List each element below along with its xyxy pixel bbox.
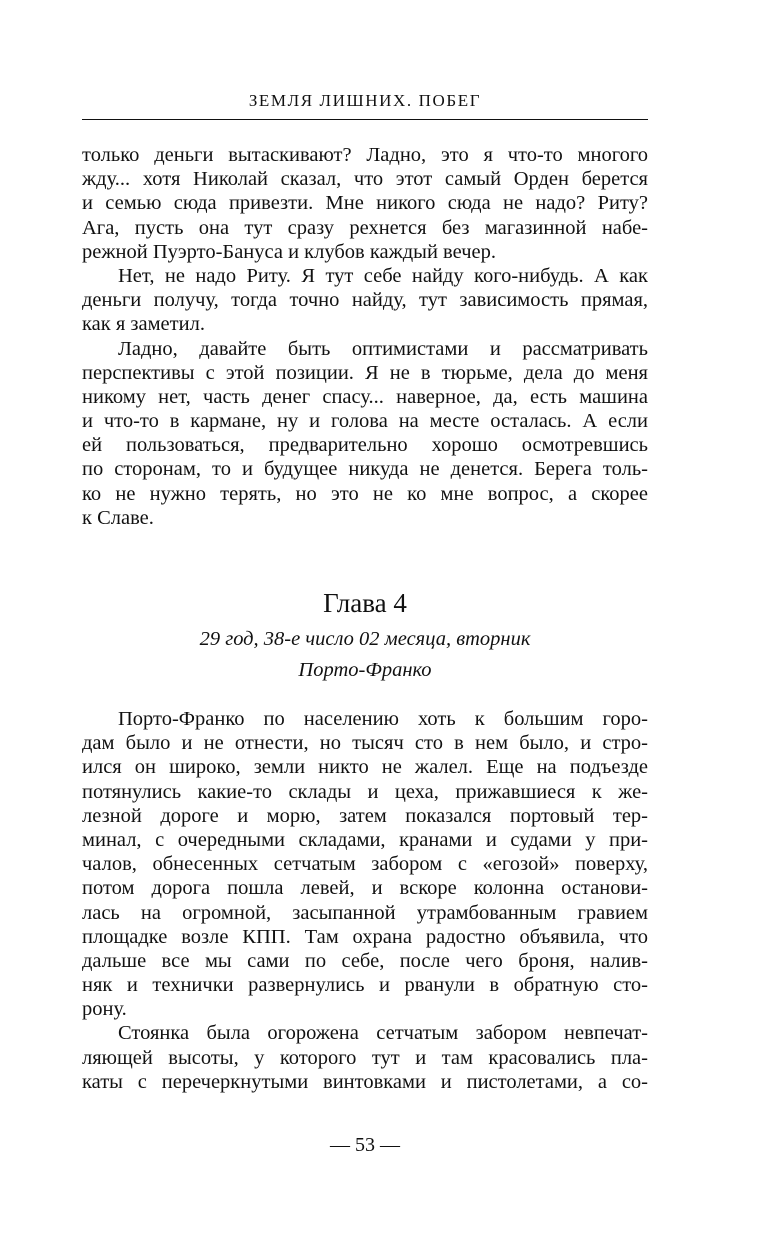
- text-line: площадке возле КПП. Там охрана радостно объявила, что: [82, 925, 648, 948]
- text-line: Стоянка была огорожена сетчатым забором невпечат-: [118, 1022, 648, 1045]
- text-line: Ага, пусть она тут сразу рехнется без магазинной набе-: [82, 216, 648, 239]
- text-line: ко не нужно терять, но это не ко мне вопрос, а скорее: [82, 482, 648, 505]
- text-line: дам было и не отнести, но тысяч сто в нем было, и стро-: [82, 732, 648, 755]
- book-page: [82, 0, 648, 1240]
- chapter-place: Порто-Франко: [298, 659, 432, 681]
- text-line: потянулись какие-то склады и цеха, прижавшиеся к же-: [82, 780, 648, 803]
- header-rule: [82, 119, 648, 120]
- text-line: минал, с очередными складами, кранами и судами у при-: [82, 828, 648, 851]
- text-line: ляющей высоты, у которого тут и там красовались пла-: [82, 1046, 648, 1069]
- text-line: Нет, не надо Риту. Я тут себе найду кого-нибудь. А как: [118, 264, 648, 287]
- text-line: жду... хотя Николай сказал, что этот самый Орден берется: [82, 168, 648, 191]
- text-block-1: [82, 143, 648, 530]
- text-line: и семью сюда привезти. Мне никого сюда не надо? Риту?: [82, 192, 648, 215]
- text-line: перспективы с этой позиции. Я не в тюрьме, дела до меня: [82, 361, 648, 384]
- text-line: лась на огромной, засыпанной утрамбованным гравием: [82, 901, 648, 924]
- text-line: Порто-Франко по населению хоть к большим горо-: [118, 708, 648, 730]
- text-line: каты с перечеркнутыми винтовками и пистолетами, а со-: [82, 1070, 648, 1093]
- text-line: никому нет, часть денег спасу... наверное, да, есть машина: [82, 385, 648, 408]
- chapter-date: 29 год, 38-е число 02 месяца, вторник: [199, 628, 531, 650]
- text-line: ился он широко, земли никто не жалел. Еще на подъезде: [82, 756, 648, 779]
- text-line: по сторонам, то и будущее никуда не денется. Берега толь-: [82, 458, 648, 481]
- text-line: ей пользоваться, предварительно хорошо осмотревшись: [82, 434, 648, 457]
- page-number: — 53 —: [330, 1134, 400, 1156]
- text-line: деньги получу, тогда точно найду, тут зависимость прямая,: [82, 289, 648, 312]
- text-line: няк и технички развернулись и рванули в обратную сто-: [82, 974, 648, 997]
- chapter-title: Глава 4: [323, 588, 407, 618]
- text-line: режной Пуэрто-Бануса и клубов каждый вечер.: [82, 240, 496, 263]
- text-line: Ладно, давайте быть оптимистами и рассматривать: [118, 337, 648, 360]
- text-block-2: [82, 707, 648, 1094]
- text-line: к Славе.: [82, 506, 154, 529]
- running-head: ЗЕМЛЯ ЛИШНИХ. ПОБЕГ: [248, 91, 482, 110]
- text-line: лезной дороге и морю, затем показался портовый тер-: [82, 804, 648, 827]
- text-line: и что-то в кармане, ну и голова на месте осталась. А если: [82, 410, 648, 433]
- text-line: только деньги вытаскивают? Ладно, это я что-то многого: [82, 144, 648, 166]
- text-line: рону.: [82, 998, 127, 1021]
- text-line: потом дорога пошла левей, и вскоре колонна останови-: [82, 877, 648, 900]
- text-line: чалов, обнесенных сетчатым забором с «егозой» поверху,: [82, 853, 648, 876]
- text-line: как я заметил.: [82, 313, 205, 336]
- text-line: дальше все мы сами по себе, после чего броня, налив-: [82, 949, 648, 972]
